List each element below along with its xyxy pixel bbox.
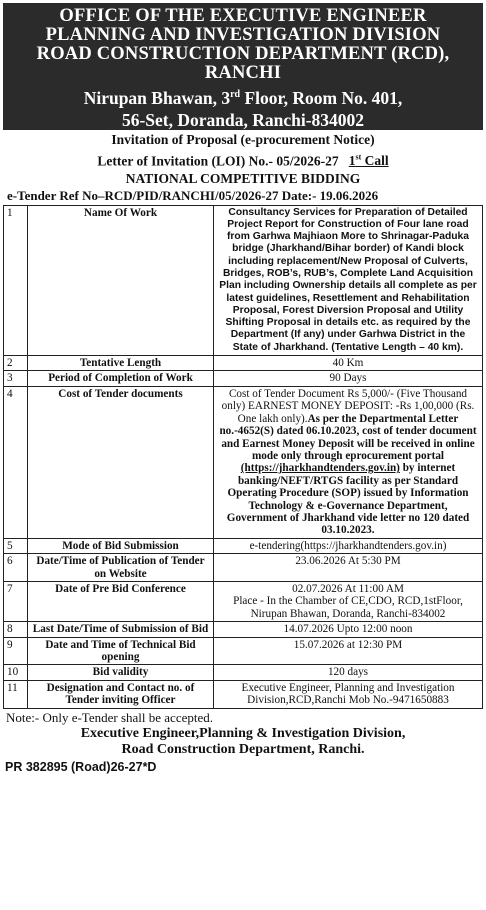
table-row bbox=[4, 554, 483, 582]
call-label bbox=[349, 153, 389, 168]
row-value: e-tendering(https://jharkhandtenders.gov.in) bbox=[214, 538, 483, 553]
prebid-place: Place - In the Chamber of CE,CDO, RCD,1stFloor, Nirupan Bhawan, Doranda, Ranchi-834002 bbox=[233, 595, 463, 620]
row-number: 5 bbox=[4, 538, 28, 553]
table-row bbox=[4, 637, 483, 665]
table-row bbox=[4, 538, 483, 553]
row-label: Designation and Contact no. of Tender inviting Officer bbox=[28, 680, 214, 708]
row-value: 40 Km bbox=[214, 356, 483, 371]
table-row bbox=[4, 581, 483, 621]
row-number: 7 bbox=[4, 581, 28, 621]
tender-details-table bbox=[3, 205, 483, 709]
row-number: 10 bbox=[4, 665, 28, 680]
row-label: Date of Pre Bid Conference bbox=[28, 581, 214, 621]
call-num: 1 bbox=[348, 153, 356, 168]
row-number: 9 bbox=[4, 637, 28, 665]
row-number: 1 bbox=[4, 205, 28, 356]
row-value: 120 days bbox=[214, 665, 483, 680]
row-label: Mode of Bid Submission bbox=[28, 538, 214, 553]
row-number: 11 bbox=[4, 680, 28, 708]
row-number: 6 bbox=[4, 554, 28, 582]
signatory-line-2: Road Construction Department, Ranchi. bbox=[121, 742, 365, 758]
header-line-1: OFFICE OF THE EXECUTIVE ENGINEER bbox=[59, 6, 427, 26]
table-row bbox=[4, 205, 483, 356]
row-label: Date and Time of Technical Bid opening bbox=[28, 637, 214, 665]
row-label: Bid validity bbox=[28, 665, 214, 680]
header-address-1 bbox=[7, 85, 479, 108]
row-label: Name Of Work bbox=[28, 205, 214, 356]
tender-ref: e-Tender Ref No–RCD/PID/RANCHI/05/2026-27 Date:- 19.06.2026 bbox=[7, 188, 379, 203]
table-row bbox=[4, 622, 483, 637]
address-part: Floor, Room No. 401, bbox=[240, 87, 403, 108]
sop-text: by internet banking/NEFT/RTGS facility as per Standard Operating Procedure (SOP) issued by Information Technology & e-Governance Department, Government of Jharkhand vide letter no 120 dated 03.10.2023. bbox=[226, 462, 470, 537]
pr-number: PR 382895 (Road)26-27*D bbox=[5, 759, 157, 774]
row-label: Period of Completion of Work bbox=[28, 371, 214, 386]
row-value: 23.06.2026 At 5:30 PM bbox=[214, 554, 483, 582]
bidding-type: NATIONAL COMPETITIVE BIDDING bbox=[125, 170, 361, 186]
cost-emd-text: Cost of Tender Document Rs 5,000/- (Five Thousand only) EARNEST MONEY DEPOSIT: -Rs 1,00,000 (Rs. One lakh only). bbox=[221, 387, 475, 425]
row-label: Tentative Length bbox=[28, 356, 214, 371]
row-value bbox=[214, 581, 483, 621]
portal-link[interactable]: (https://jharkhandtenders.gov.in) bbox=[240, 462, 400, 475]
header-line-3: ROAD CONSTRUCTION DEPARTMENT (RCD), bbox=[36, 44, 450, 64]
row-value: 14.07.2026 Upto 12:00 noon bbox=[214, 622, 483, 637]
row-value: 90 Days bbox=[214, 371, 483, 386]
table-row bbox=[4, 680, 483, 708]
row-number: 4 bbox=[4, 386, 28, 538]
header-address-2: 56-Set, Doranda, Ranchi-834002 bbox=[121, 109, 365, 130]
call-word: Call bbox=[361, 153, 389, 168]
signatory-line-1: Executive Engineer,Planning & Investigation Division, bbox=[80, 725, 406, 741]
payment-mode-text: As per the Departmental Letter no.-4652(S) dated 06.10.2023, cost of tender document and Earnest Money Deposit will be received in online mode only through eprocurement portal bbox=[219, 412, 477, 462]
loi-number: Letter of Invitation (LOI) No.- 05/2026-27 bbox=[97, 153, 339, 168]
address-sup: rd bbox=[230, 89, 241, 100]
row-value bbox=[214, 386, 483, 538]
row-value: Consultancy Services for Preparation of Detailed Project Report for Construction of Four lane road from Garhwa Majhiaon More to Shrinagar-Paduka bridge (Jharkhand/Bihar border) of Kandi block including replacement/New Proposal of Culverts, Bridges, ROB’s, RUB’s, Complete Land Acquisition Plan including Ownership details all complete as per latest guidelines, Resettlement and Rehabilitation Proposal, Forest Diversion Proposal and Utility Shifting Proposal in details etc. as required by the Department (If any) under Garhwa District in the State of Jharkhand. (Tentative Length – 40 km). bbox=[214, 205, 483, 356]
row-value: Executive Engineer, Planning and Investigation Division,RCD,Ranchi Mob No.-9471650883 bbox=[214, 680, 483, 708]
call-sup: st bbox=[355, 152, 362, 162]
office-header bbox=[3, 3, 483, 130]
header-line-4: RANCHI bbox=[204, 63, 282, 83]
etender-note: Note:- Only e-Tender shall be accepted. bbox=[6, 709, 213, 725]
header-line-2: PLANNING AND INVESTIGATION DIVISION bbox=[45, 25, 441, 45]
row-number: 8 bbox=[4, 622, 28, 637]
row-value: 15.07.2026 at 12:30 PM bbox=[214, 637, 483, 665]
row-number: 3 bbox=[4, 371, 28, 386]
prebid-datetime: 02.07.2026 At 11:00 AM bbox=[292, 582, 404, 595]
loi-line bbox=[3, 151, 483, 169]
table-row bbox=[4, 386, 483, 538]
table-row bbox=[4, 356, 483, 371]
table-row bbox=[4, 371, 483, 386]
row-number: 2 bbox=[4, 356, 28, 371]
notice-title: Invitation of Proposal (e-procurement Notice) bbox=[111, 132, 375, 147]
row-label: Date/Time of Publication of Tender on Website bbox=[28, 554, 214, 582]
row-label: Last Date/Time of Submission of Bid bbox=[28, 622, 214, 637]
table-row bbox=[4, 665, 483, 680]
row-label: Cost of Tender documents bbox=[28, 386, 214, 538]
address-part: Nirupan Bhawan, 3 bbox=[83, 87, 231, 108]
